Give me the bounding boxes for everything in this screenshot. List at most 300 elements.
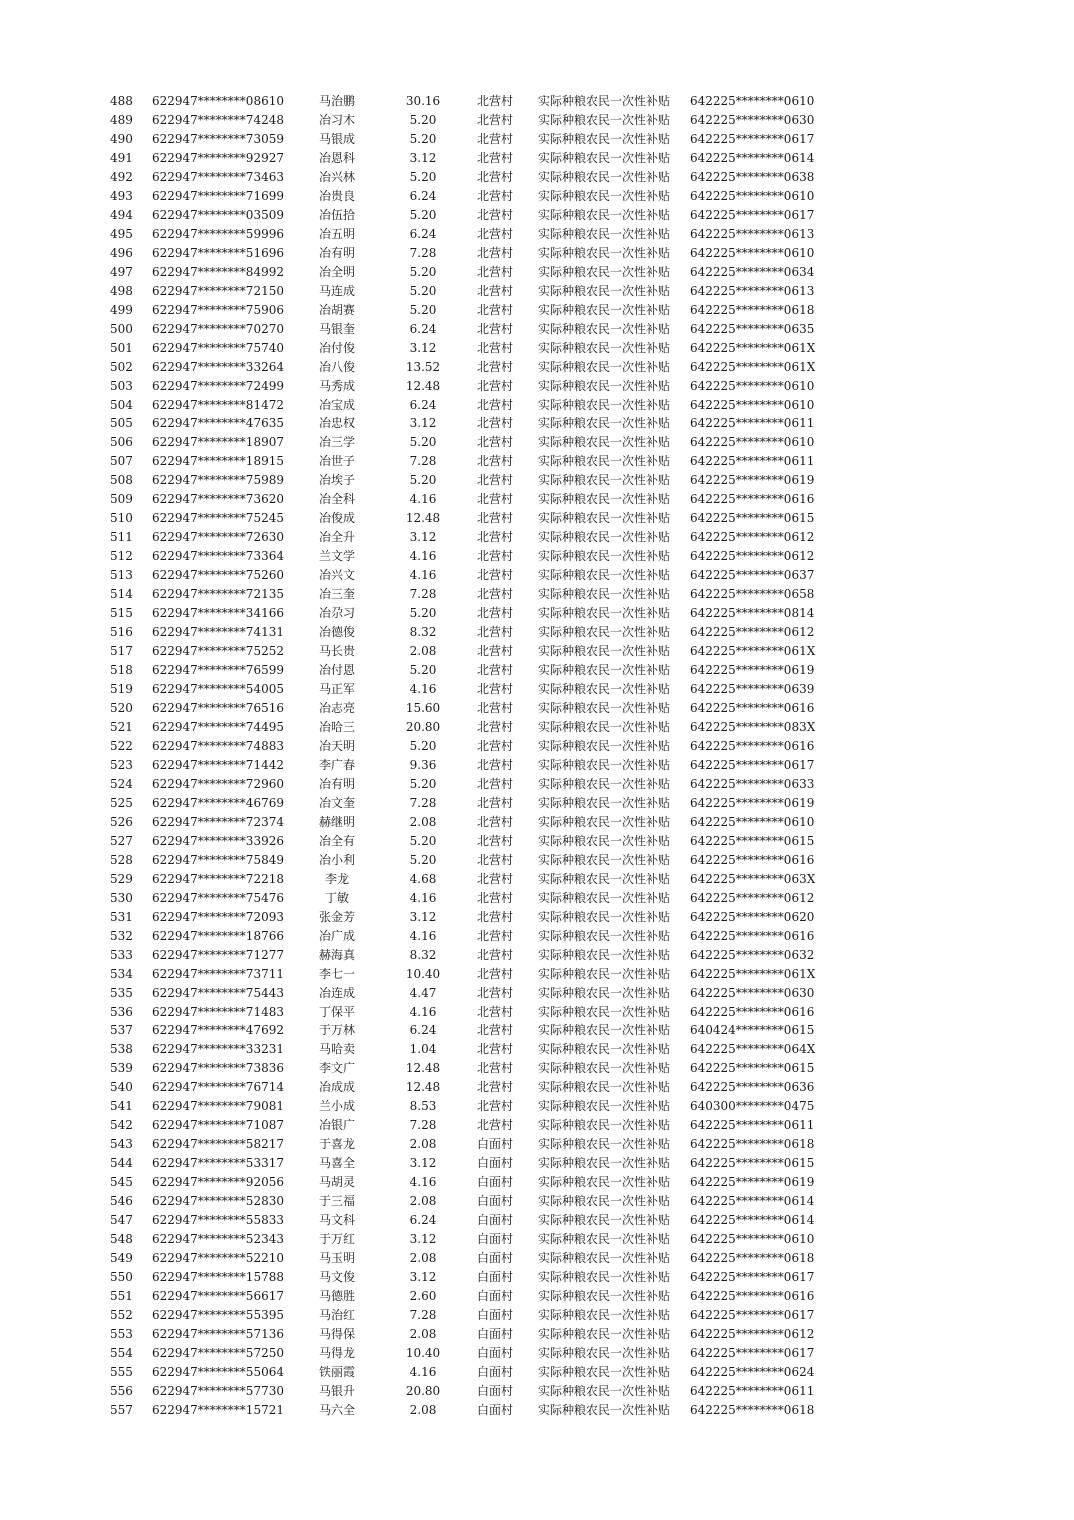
- id-card-number: 642225********0618: [690, 302, 815, 317]
- bank-card-number: 622947********55395: [152, 1308, 284, 1322]
- bank-card-number: 622947********71087: [152, 1118, 284, 1133]
- farmer-name: 冶银广: [318, 1118, 355, 1133]
- subsidy-type: 实际种粮农民一次性补贴: [537, 397, 670, 412]
- farmer-name: 于万红: [318, 1232, 355, 1247]
- village-name: 北营村: [476, 454, 513, 469]
- bank-card-number: 622947********72630: [152, 530, 284, 545]
- village-name: 北营村: [476, 985, 513, 1000]
- bank-card-number: 622947********75260: [152, 568, 284, 583]
- row-number: 542: [110, 1118, 133, 1133]
- table-row: [0, 547, 1074, 566]
- village-name: 北营村: [476, 719, 513, 734]
- subsidy-type: 实际种粮农民一次性补贴: [537, 1175, 670, 1190]
- id-card-number: 642225********0618: [690, 1137, 815, 1152]
- id-card-number: 642225********0610: [690, 1232, 815, 1247]
- village-name: 北营村: [476, 1118, 513, 1133]
- subsidy-amount: 6.24: [409, 1023, 437, 1038]
- farmer-name: 马德胜: [318, 1289, 355, 1304]
- table-row: [0, 358, 1074, 377]
- village-name: 白面村: [476, 1194, 513, 1209]
- subsidy-type: 实际种粮农民一次性补贴: [537, 94, 670, 108]
- row-number: 513: [110, 568, 133, 583]
- subsidy-type: 实际种粮农民一次性补贴: [537, 264, 670, 279]
- id-card-number: 642225********061X: [690, 644, 816, 659]
- id-card-number: 642225********0611: [690, 1383, 815, 1398]
- subsidy-amount: 2.08: [409, 1402, 437, 1417]
- id-card-number: 642225********0619: [690, 663, 815, 678]
- subsidy-amount: 5.20: [409, 435, 437, 450]
- row-number: 493: [110, 188, 133, 203]
- table-row: [0, 1401, 1074, 1420]
- table-row: [0, 1021, 1074, 1040]
- village-name: 北营村: [476, 416, 513, 431]
- subsidy-type: 实际种粮农民一次性补贴: [537, 1061, 670, 1076]
- subsidy-amount: 4.47: [409, 985, 437, 1000]
- farmer-name: 冶连成: [318, 985, 355, 1000]
- row-number: 497: [110, 264, 133, 279]
- bank-card-number: 622947********76599: [152, 663, 284, 678]
- row-number: 492: [110, 169, 133, 184]
- subsidy-amount: 20.80: [405, 1383, 441, 1398]
- table-row: [0, 1344, 1074, 1363]
- row-number: 548: [110, 1232, 133, 1247]
- row-number: 525: [110, 795, 133, 810]
- table-row: [0, 414, 1074, 433]
- farmer-name: 冶付俊: [318, 340, 355, 355]
- subsidy-type: 实际种粮农民一次性补贴: [537, 1251, 670, 1266]
- table-row: [0, 168, 1074, 187]
- bank-card-number: 622947********72093: [152, 909, 284, 924]
- id-card-number: 642225********0624: [690, 1364, 815, 1379]
- id-card-number: 642225********0610: [690, 435, 815, 450]
- bank-card-number: 622947********75476: [152, 890, 284, 905]
- table-row: [0, 1040, 1074, 1059]
- subsidy-amount: 1.04: [409, 1042, 437, 1057]
- row-number: 488: [110, 94, 133, 108]
- bank-card-number: 622947********54005: [152, 682, 284, 697]
- village-name: 北营村: [476, 852, 513, 867]
- id-card-number: 642225********0611: [690, 416, 815, 431]
- row-number: 537: [110, 1023, 133, 1038]
- farmer-name: 冶胡赛: [318, 302, 355, 317]
- row-number: 510: [110, 511, 133, 526]
- subsidy-amount: 3.12: [409, 1232, 437, 1247]
- village-name: 北营村: [476, 473, 513, 488]
- village-name: 北营村: [476, 682, 513, 697]
- farmer-name: 马哈卖: [318, 1042, 355, 1057]
- subsidy-amount: 20.80: [405, 719, 441, 734]
- row-number: 494: [110, 207, 133, 222]
- village-name: 白面村: [476, 1289, 513, 1304]
- subsidy-amount: 7.28: [409, 795, 437, 810]
- id-card-number: 642225********063X: [690, 871, 816, 886]
- bank-card-number: 622947********57250: [152, 1345, 284, 1360]
- farmer-name: 冶全升: [318, 530, 355, 545]
- row-number: 550: [110, 1270, 133, 1285]
- table-row: [0, 718, 1074, 737]
- table-row: [0, 661, 1074, 680]
- subsidy-type: 实际种粮农民一次性补贴: [537, 682, 670, 697]
- row-number: 556: [110, 1383, 133, 1398]
- row-number: 555: [110, 1364, 133, 1379]
- id-card-number: 642225********0616: [690, 928, 815, 943]
- subsidy-amount: 7.28: [409, 1118, 437, 1133]
- table-row: [0, 1287, 1074, 1306]
- row-number: 501: [110, 340, 133, 355]
- farmer-name: 冶志亮: [318, 701, 355, 715]
- id-card-number: 642225********0612: [690, 890, 815, 905]
- subsidy-amount: 4.16: [409, 682, 437, 697]
- farmer-name: 冶恩科: [318, 150, 355, 165]
- subsidy-type: 实际种粮农民一次性补贴: [537, 852, 670, 867]
- farmer-name: 冶有明: [318, 245, 355, 260]
- bank-card-number: 622947********76516: [152, 701, 284, 715]
- village-name: 北营村: [476, 397, 513, 412]
- bank-card-number: 622947********75849: [152, 852, 284, 867]
- table-row: [0, 642, 1074, 661]
- row-number: 515: [110, 606, 133, 621]
- subsidy-type: 实际种粮农民一次性补贴: [537, 1270, 670, 1285]
- table-row: [0, 870, 1074, 889]
- table-row: [0, 737, 1074, 756]
- village-name: 北营村: [476, 663, 513, 678]
- row-number: 512: [110, 549, 133, 564]
- subsidy-type: 实际种粮农民一次性补贴: [537, 985, 670, 1000]
- farmer-name: 冶五明: [318, 226, 355, 241]
- village-name: 北营村: [476, 188, 513, 203]
- id-card-number: 642225********0616: [690, 1289, 815, 1304]
- bank-card-number: 622947********73711: [152, 966, 284, 981]
- bank-card-number: 622947********18915: [152, 454, 284, 469]
- id-card-number: 642225********0635: [690, 321, 815, 336]
- subsidy-type: 实际种粮农民一次性补贴: [537, 871, 670, 886]
- subsidy-amount: 8.32: [409, 947, 437, 962]
- farmer-name: 冶尕习: [318, 606, 355, 621]
- id-card-number: 642225********0610: [690, 188, 815, 203]
- subsidy-amount: 3.12: [409, 150, 437, 165]
- subsidy-type: 实际种粮农民一次性补贴: [537, 454, 670, 469]
- village-name: 白面村: [476, 1251, 513, 1266]
- bank-card-number: 622947********73463: [152, 169, 284, 184]
- village-name: 白面村: [476, 1175, 513, 1190]
- farmer-name: 冶世子: [318, 454, 355, 469]
- subsidy-type: 实际种粮农民一次性补贴: [537, 1194, 670, 1209]
- village-name: 北营村: [476, 814, 513, 829]
- table-row: [0, 509, 1074, 528]
- table-row: [0, 339, 1074, 358]
- farmer-name: 赫继明: [318, 814, 355, 829]
- farmer-name: 丁保平: [318, 1004, 355, 1019]
- village-name: 白面村: [476, 1383, 513, 1398]
- village-name: 北营村: [476, 530, 513, 545]
- subsidy-amount: 5.20: [409, 776, 437, 791]
- village-name: 北营村: [476, 492, 513, 507]
- subsidy-amount: 3.12: [409, 340, 437, 355]
- table-row: [0, 452, 1074, 471]
- subsidy-amount: 4.16: [409, 928, 437, 943]
- farmer-name: 冶全明: [318, 264, 355, 279]
- subsidy-type: 实际种粮农民一次性补贴: [537, 1004, 670, 1019]
- id-card-number: 642225********0638: [690, 169, 815, 184]
- row-number: 551: [110, 1289, 133, 1304]
- farmer-name: 丁敏: [324, 890, 349, 905]
- subsidy-type: 实际种粮农民一次性补贴: [537, 1042, 670, 1057]
- table-row: [0, 396, 1074, 415]
- village-name: 北营村: [476, 94, 513, 108]
- bank-card-number: 622947********72499: [152, 378, 284, 393]
- bank-card-number: 622947********15721: [152, 1402, 284, 1417]
- subsidy-type: 实际种粮农民一次性补贴: [537, 1345, 670, 1360]
- subsidy-amount: 6.24: [409, 321, 437, 336]
- village-name: 白面村: [476, 1156, 513, 1171]
- subsidy-type: 实际种粮农民一次性补贴: [537, 966, 670, 981]
- farmer-name: 马文科: [318, 1213, 355, 1228]
- village-name: 北营村: [476, 435, 513, 450]
- id-card-number: 642225********0611: [690, 454, 815, 469]
- village-name: 北营村: [476, 1061, 513, 1076]
- village-name: 北营村: [476, 378, 513, 393]
- farmer-name: 李文广: [318, 1061, 355, 1076]
- id-card-number: 642225********0814: [690, 606, 815, 621]
- subsidy-type: 实际种粮农民一次性补贴: [537, 1213, 670, 1228]
- row-number: 545: [110, 1175, 133, 1190]
- row-number: 536: [110, 1004, 133, 1019]
- farmer-name: 马连成: [318, 283, 355, 298]
- village-name: 北营村: [476, 264, 513, 279]
- id-card-number: 642225********0614: [690, 1213, 815, 1228]
- subsidy-amount: 2.60: [409, 1289, 437, 1304]
- table-row: [0, 965, 1074, 984]
- village-name: 北营村: [476, 150, 513, 165]
- row-number: 506: [110, 435, 133, 450]
- id-card-number: 642225********0617: [690, 1345, 815, 1360]
- farmer-name: 马胡灵: [318, 1175, 355, 1190]
- table-row: [0, 471, 1074, 490]
- village-name: 北营村: [476, 833, 513, 848]
- id-card-number: 642225********0612: [690, 530, 815, 545]
- row-number: 530: [110, 890, 133, 905]
- subsidy-amount: 10.40: [405, 1345, 441, 1360]
- bank-card-number: 622947********33926: [152, 833, 284, 848]
- row-number: 552: [110, 1308, 133, 1322]
- farmer-name: 李广春: [318, 757, 355, 772]
- farmer-name: 冶三奎: [318, 587, 355, 602]
- farmer-name: 冶兴文: [318, 568, 355, 583]
- subsidy-type: 实际种粮农民一次性补贴: [537, 1383, 670, 1398]
- subsidy-type: 实际种粮农民一次性补贴: [537, 530, 670, 545]
- subsidy-type: 实际种粮农民一次性补贴: [537, 549, 670, 564]
- table-row: [0, 832, 1074, 851]
- table-row: [0, 225, 1074, 244]
- subsidy-amount: 10.40: [405, 966, 441, 981]
- bank-card-number: 622947********52210: [152, 1251, 284, 1266]
- bank-card-number: 622947********71699: [152, 188, 284, 203]
- farmer-name: 马得龙: [318, 1345, 355, 1360]
- table-row: [0, 889, 1074, 908]
- row-number: 546: [110, 1194, 133, 1209]
- row-number: 520: [110, 701, 133, 715]
- id-card-number: 642225********0614: [690, 150, 815, 165]
- bank-card-number: 622947********73059: [152, 131, 284, 146]
- id-card-number: 642225********0619: [690, 473, 815, 488]
- subsidy-type: 实际种粮农民一次性补贴: [537, 112, 670, 127]
- subsidy-type: 实际种粮农民一次性补贴: [537, 701, 670, 715]
- subsidy-table: [0, 92, 1074, 1420]
- village-name: 北营村: [476, 511, 513, 526]
- bank-card-number: 622947********57136: [152, 1326, 284, 1341]
- id-card-number: 642225********083X: [690, 719, 816, 734]
- farmer-name: 冶小利: [318, 852, 355, 867]
- village-name: 北营村: [476, 644, 513, 659]
- subsidy-amount: 2.08: [409, 1194, 437, 1209]
- subsidy-amount: 5.20: [409, 112, 437, 127]
- table-row: [0, 1135, 1074, 1154]
- table-row: [0, 1268, 1074, 1287]
- table-row: [0, 187, 1074, 206]
- subsidy-amount: 5.20: [409, 207, 437, 222]
- bank-card-number: 622947********81472: [152, 397, 284, 412]
- subsidy-amount: 5.20: [409, 473, 437, 488]
- subsidy-amount: 3.12: [409, 416, 437, 431]
- subsidy-type: 实际种粮农民一次性补贴: [537, 814, 670, 829]
- subsidy-amount: 6.24: [409, 397, 437, 412]
- subsidy-amount: 13.52: [405, 359, 441, 374]
- row-number: 505: [110, 416, 133, 431]
- table-row: [0, 585, 1074, 604]
- village-name: 北营村: [476, 169, 513, 184]
- village-name: 白面村: [476, 1402, 513, 1417]
- village-name: 北营村: [476, 1004, 513, 1019]
- bank-card-number: 622947********03509: [152, 207, 284, 222]
- farmer-name: 冶宝成: [318, 397, 355, 412]
- row-number: 522: [110, 738, 133, 753]
- subsidy-type: 实际种粮农民一次性补贴: [537, 226, 670, 241]
- table-row: [0, 1097, 1074, 1116]
- farmer-name: 马正军: [318, 682, 355, 697]
- bank-card-number: 622947********47692: [152, 1023, 284, 1038]
- bank-card-number: 622947********84992: [152, 264, 284, 279]
- village-name: 北营村: [476, 549, 513, 564]
- row-number: 540: [110, 1080, 133, 1095]
- farmer-name: 张金芳: [318, 909, 355, 924]
- subsidy-amount: 5.20: [409, 663, 437, 678]
- farmer-name: 马玉明: [318, 1251, 355, 1266]
- bank-card-number: 622947********75443: [152, 985, 284, 1000]
- table-row: [0, 1173, 1074, 1192]
- table-row: [0, 984, 1074, 1003]
- farmer-name: 马治鹏: [318, 94, 355, 108]
- row-number: 511: [110, 530, 133, 545]
- table-row: [0, 680, 1074, 699]
- subsidy-type: 实际种粮农民一次性补贴: [537, 378, 670, 393]
- row-number: 495: [110, 226, 133, 241]
- subsidy-type: 实际种粮农民一次性补贴: [537, 1099, 670, 1114]
- subsidy-amount: 6.24: [409, 188, 437, 203]
- subsidy-type: 实际种粮农民一次性补贴: [537, 757, 670, 772]
- farmer-name: 冶埃子: [318, 473, 355, 488]
- row-number: 523: [110, 757, 133, 772]
- bank-card-number: 622947********53317: [152, 1156, 284, 1171]
- subsidy-type: 实际种粮农民一次性补贴: [537, 188, 670, 203]
- farmer-name: 冶八俊: [318, 359, 355, 374]
- village-name: 北营村: [476, 1023, 513, 1038]
- subsidy-amount: 12.48: [405, 378, 441, 393]
- farmer-name: 马六全: [318, 1402, 355, 1417]
- village-name: 北营村: [476, 587, 513, 602]
- subsidy-amount: 4.16: [409, 568, 437, 583]
- farmer-name: 冶天明: [318, 738, 355, 753]
- bank-card-number: 622947********08610: [152, 94, 284, 108]
- bank-card-number: 622947********71277: [152, 947, 284, 962]
- subsidy-type: 实际种粮农民一次性补贴: [537, 435, 670, 450]
- subsidy-type: 实际种粮农民一次性补贴: [537, 416, 670, 431]
- row-number: 507: [110, 454, 133, 469]
- village-name: 北营村: [476, 1042, 513, 1057]
- row-number: 531: [110, 909, 133, 924]
- village-name: 白面村: [476, 1213, 513, 1228]
- id-card-number: 642225********061X: [690, 340, 816, 355]
- subsidy-type: 实际种粮农民一次性补贴: [537, 890, 670, 905]
- bank-card-number: 622947********75740: [152, 340, 284, 355]
- table-row: [0, 111, 1074, 130]
- bank-card-number: 622947********71483: [152, 1004, 284, 1019]
- table-row: [0, 1382, 1074, 1401]
- table-row: [0, 490, 1074, 509]
- subsidy-amount: 6.24: [409, 226, 437, 241]
- village-name: 北营村: [476, 947, 513, 962]
- row-number: 518: [110, 663, 133, 678]
- village-name: 北营村: [476, 1099, 513, 1114]
- village-name: 北营村: [476, 890, 513, 905]
- row-number: 549: [110, 1251, 133, 1266]
- village-name: 白面村: [476, 1137, 513, 1152]
- id-card-number: 642225********0616: [690, 701, 815, 715]
- subsidy-amount: 5.20: [409, 852, 437, 867]
- id-card-number: 642225********0613: [690, 283, 815, 298]
- row-number: 534: [110, 966, 133, 981]
- id-card-number: 642225********0619: [690, 795, 815, 810]
- subsidy-type: 实际种粮农民一次性补贴: [537, 359, 670, 374]
- id-card-number: 642225********0617: [690, 1308, 815, 1322]
- farmer-name: 马治红: [318, 1308, 355, 1322]
- id-card-number: 642225********0633: [690, 776, 815, 791]
- id-card-number: 642225********0630: [690, 985, 815, 1000]
- table-row: [0, 1192, 1074, 1211]
- table-row: [0, 301, 1074, 320]
- subsidy-amount: 3.12: [409, 1156, 437, 1171]
- bank-card-number: 622947********72150: [152, 283, 284, 298]
- farmer-name: 冶广成: [318, 928, 355, 943]
- subsidy-type: 实际种粮农民一次性补贴: [537, 511, 670, 526]
- bank-card-number: 622947********73364: [152, 549, 284, 564]
- table-row: [0, 433, 1074, 452]
- bank-card-number: 622947********58217: [152, 1137, 284, 1152]
- subsidy-type: 实际种粮农民一次性补贴: [537, 833, 670, 848]
- farmer-name: 马秀成: [318, 378, 355, 393]
- subsidy-amount: 4.16: [409, 1175, 437, 1190]
- id-card-number: 642225********0618: [690, 1251, 815, 1266]
- table-row: [0, 775, 1074, 794]
- farmer-name: 马长贵: [318, 644, 355, 659]
- village-name: 北营村: [476, 738, 513, 753]
- id-card-number: 642225********0615: [690, 1061, 815, 1076]
- row-number: 496: [110, 245, 133, 260]
- subsidy-type: 实际种粮农民一次性补贴: [537, 568, 670, 583]
- id-card-number: 642225********0618: [690, 1402, 815, 1417]
- subsidy-amount: 4.16: [409, 492, 437, 507]
- id-card-number: 642225********0610: [690, 94, 815, 108]
- farmer-name: 冶哈三: [318, 719, 355, 734]
